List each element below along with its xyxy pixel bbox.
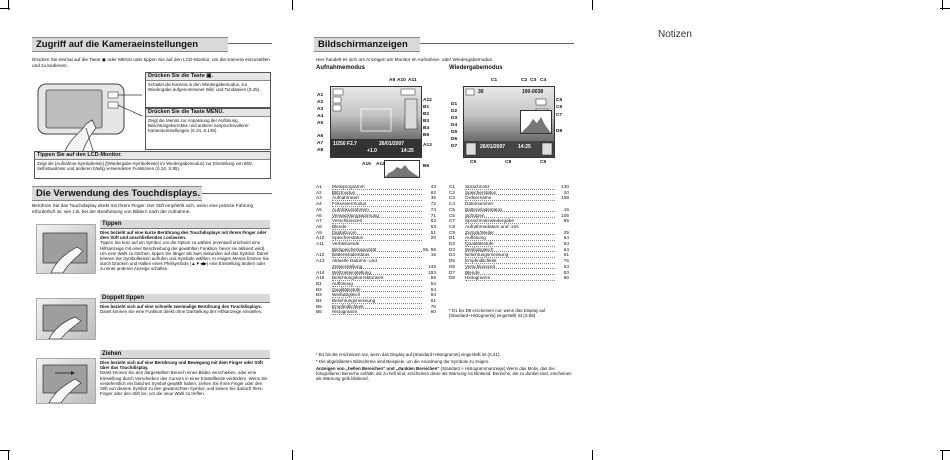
- legend-label: Auflösung: [332, 281, 422, 287]
- legend-row: [449, 275, 569, 281]
- callout-label: B6: [423, 164, 430, 169]
- legend-label: Fokussiermodus: [332, 201, 422, 207]
- crop-mark: [942, 0, 943, 10]
- callout-label: A15: [362, 162, 371, 167]
- legend-page: 20: [563, 189, 569, 195]
- legend-code: B2: [316, 286, 322, 292]
- callout-label: C8: [505, 160, 512, 165]
- legend-page: 25: [563, 229, 569, 235]
- legend-page: 20: [430, 235, 436, 241]
- section-title: Zugriff auf die Kameraeinstellungen: [36, 39, 199, 50]
- legend-label: Speicherstatus: [465, 190, 555, 196]
- legend-code: C5: [449, 206, 455, 212]
- legend-code: C3: [449, 195, 455, 201]
- legend-label: Blende: [465, 270, 555, 276]
- legend-page: 60: [563, 275, 569, 281]
- legend-code: B6: [316, 309, 322, 315]
- legend-page: 130: [561, 184, 569, 189]
- box-title: Tippen Sie auf den LCD-Monitor.: [35, 152, 270, 160]
- legend-page: 54: [563, 235, 569, 241]
- legend-page: 64: [430, 292, 436, 298]
- gesture-double-tap: [100, 294, 270, 314]
- callout-label: A9: [389, 78, 396, 83]
- note-d: * D1 bis D8 erscheinen nur, wenn das Display auf [Standard+Histogramm] eingestellt ist (S.88).: [449, 308, 546, 319]
- rec-mode-screen: [330, 86, 422, 158]
- shutter-aperture: 1/250 F2.7: [333, 141, 357, 147]
- callout-label: C4: [540, 78, 547, 83]
- legend-label: Batterieladestatus: [332, 252, 422, 258]
- legend-code: A14: [316, 269, 325, 275]
- legend-label: Weißabgleich: [465, 247, 555, 253]
- callout-label: C9: [540, 160, 547, 165]
- callout-label: D8: [556, 129, 563, 134]
- callout-label: A11: [408, 78, 417, 83]
- box-text: Schaltet die Kamera in den Wiedergabemodus, zur Wiedergabe aufgenommener Bild- und Tondateien (S.25).: [148, 82, 261, 93]
- callout-label: A8: [317, 148, 324, 153]
- crop-mark: [942, 450, 943, 460]
- legend-page: 60: [430, 309, 436, 315]
- legend-label: Motivprogramm: [332, 184, 422, 190]
- legend-page: 153: [428, 269, 436, 275]
- callout-label: B3: [423, 119, 430, 124]
- legend-page: 54: [563, 241, 569, 247]
- crop-mark: [592, 0, 593, 10]
- legend-code: C2: [449, 189, 455, 195]
- note-highlight-title: Anzeigen von „hellen Bereichen“ und „dunklen Bereichen“: [316, 366, 440, 371]
- notes-page-title: Notizen: [658, 29, 692, 40]
- gesture-heading: Tippen: [100, 220, 270, 229]
- legend-code: D1: [449, 235, 455, 241]
- section-title: Die Verwendung des Touchdisplays.: [36, 188, 201, 199]
- callout-label: C5: [556, 98, 563, 103]
- note-b: * B1 bis B6 erscheinen nur, wenn das Display auf [Standard+Histogramm] eingestellt ist (S.41).: [316, 352, 501, 357]
- legend-page: 43: [430, 184, 436, 189]
- legend-page: 61: [563, 252, 569, 258]
- gesture-text: Tippen Sie kurz auf ein Symbol, um die Option zu wählen (eventuell erscheint eine Hilfsanzeige mit einer Beschreibung der gewählten Funktion, bevor sie aktiviert wird). Um eine Wahl zu löschen, tippen Sie länger als zwei Sekunden auf das Symbol. Damit können Sie Symbolleisten aufrufen und Symbole wählen. In einigen Menüs können Sie durch Drücken und Halten eines Pfeilsymbols (▲▼◀▶) eine Einstellung ändern oder zu einer anderen Anzeige schalten.: [100, 240, 269, 272]
- callout-label: C3: [530, 78, 537, 83]
- legend-code: C1: [449, 184, 455, 189]
- legend-code: D4: [449, 252, 455, 258]
- legend-code: A8: [316, 223, 322, 229]
- legend-label: Dateinummer: [465, 201, 494, 207]
- legend-page: 72: [430, 201, 436, 207]
- callout-label: C6: [556, 105, 563, 110]
- callout-label: B5: [423, 133, 430, 138]
- note-highlight-text: (Standard + Histogrammanzeige) Wenn das Motiv, das Sie fotografieren Bereiche enthält, die zu hell sind, erscheinen diese als Warnung rot blinkend. Bereiche, die zu dunkel sind, erscheinen als Warnung gelb blinkend.: [316, 366, 572, 382]
- legend-page: 62: [430, 189, 436, 195]
- legend-code: C9: [449, 229, 455, 235]
- legend-page: 76: [563, 258, 569, 264]
- legend-page: 51: [430, 229, 436, 235]
- gesture-tap: [100, 220, 270, 272]
- legend-code: D6: [449, 263, 455, 269]
- camera-illustration: [34, 76, 144, 156]
- play-time: 14:25: [518, 144, 531, 150]
- legend-page: 53: [563, 263, 569, 269]
- intro-text: Berühren Sie das Touchdisplay direkt mit Ihrem Finger. Der Stift empfiehlt sich, wenn eine präzise Führung erforderlich ist, wie z.B. bei der Bearbeitung von Bildern nach der Aufnahme.: [32, 203, 254, 214]
- callout-label: A1: [317, 93, 324, 98]
- legend-page: 16: [430, 252, 436, 258]
- gesture-text: Damit können Sie den dargestellten Bereich eines Bildes verschieben, oder eine Einstellung durch Verschieben des Cursors in einer Einstellleiste verändern. Wenn Sie versehentlich ein falsches Symbol gewählt haben, ziehen Sie Ihren Finger oder den Stift von diesem Symbol zu den gewünschten Symbol, und lassen Sie danach Ihren Finger oder den Stift los, um die neue Wahl zu treffen.: [100, 370, 268, 397]
- legend-page: 53: [563, 269, 569, 275]
- legend-code: A9: [316, 229, 322, 235]
- legend-code: A5: [316, 206, 322, 212]
- legend-label: Verschlusszeit: [465, 264, 555, 270]
- drag-illustration: [36, 358, 96, 404]
- legend-page: 61: [430, 298, 436, 304]
- legend-code: B1: [316, 280, 322, 286]
- legend-page: 158: [561, 195, 569, 201]
- section-title: Bildschirmanzeigen: [318, 39, 408, 50]
- legend-label: Zeiteinstellung: [332, 264, 422, 270]
- folder-file-number: 100-0038: [522, 89, 544, 95]
- legend-code: A15: [316, 275, 325, 281]
- callout-label: C2: [521, 78, 528, 83]
- section-heading: [314, 37, 420, 52]
- legend-code: D7: [449, 269, 455, 275]
- legend-code: C6: [449, 212, 455, 218]
- legend-label: Belichtungsmessung: [332, 298, 422, 304]
- legend-label: Speicherstatus: [332, 235, 422, 241]
- legend-code: B3: [316, 292, 322, 298]
- legend-page: 16: [563, 206, 569, 212]
- legend-label: Batterieladestatus: [465, 207, 555, 213]
- legend-label: Blende: [332, 224, 422, 230]
- image-count: 30: [478, 89, 484, 95]
- legend-label: Histogramm: [332, 309, 422, 315]
- callout-label: B4: [423, 126, 430, 131]
- box-title: Drücken Sie die Taste ▣.: [146, 73, 270, 81]
- legend-page: 64: [563, 246, 569, 252]
- legend-code: D2: [449, 241, 455, 247]
- legend-label: Verwacklungswarnung: [332, 213, 422, 219]
- callout-label: D2: [451, 109, 458, 114]
- callout-label: A12: [423, 98, 432, 103]
- legend-code: A6: [316, 212, 322, 218]
- gesture-drag: [100, 350, 270, 396]
- callout-label: A3: [317, 107, 324, 112]
- legend-page: 59: [430, 275, 436, 281]
- info-box-menu-button: [145, 108, 271, 150]
- legend-label: Ordnername: [465, 195, 555, 201]
- info-box-play-button: [145, 72, 271, 108]
- callout-label: D4: [451, 123, 458, 128]
- callout-label: A2: [317, 100, 324, 105]
- callout-label: A5: [317, 121, 324, 126]
- legend-label: Zurück/Weiter: [465, 230, 555, 236]
- legend-label: Aktuelle Datums- und: [332, 258, 377, 264]
- legend-label: Autofokusrahmen: [332, 207, 422, 213]
- box-title: Drücken Sie die Taste MENU.: [146, 109, 270, 117]
- callout-label: B2: [423, 112, 430, 117]
- legend-code: A11: [316, 241, 324, 247]
- intro-text: Hier handelt es sich um Anzeigen am Monitor im Aufnahme- oder Wiedergabemodus.: [316, 57, 494, 62]
- double-tap-illustration: [36, 298, 96, 340]
- legend-label: Belichtungskorrekturwert: [332, 275, 422, 281]
- callout-label: B1: [423, 105, 430, 110]
- legend-label: Aufnahmedatum und -zeit: [465, 223, 519, 229]
- legend-code: A10: [316, 235, 325, 241]
- legend-label: Verschlusszeit: [332, 218, 422, 224]
- rec-date: 26/01/2007: [379, 141, 405, 147]
- legend-code: C4: [449, 201, 455, 207]
- legend-label: Verbleibende: [332, 241, 360, 247]
- callout-label: D3: [451, 116, 458, 121]
- legend-list-a: [316, 184, 436, 315]
- legend-code: D8: [449, 275, 455, 281]
- gesture-heading: Doppelt tippen: [100, 294, 270, 303]
- legend-code: C7: [449, 218, 455, 224]
- callout-label: A13: [423, 143, 432, 148]
- crop-mark: [592, 450, 593, 460]
- callout-label: D5: [451, 130, 458, 135]
- callout-label: D6: [451, 137, 458, 142]
- callout-label: A6: [317, 134, 324, 139]
- legend-label: Qualitätsstufe: [465, 241, 555, 247]
- rec-time: 14:25: [401, 148, 414, 154]
- box-text: Zeigt die [Aufnahme-Symbolleiste] ([Wiedergabe-Symbolleiste] im Wiedergabemodus) zur Einstellung von Blitz, Selbstauslöser und anderen häufig verwendeten Funktionen (S.34, S.85).: [37, 161, 254, 172]
- crop-mark: [8, 450, 9, 460]
- legend-label: Schützen: [465, 213, 555, 219]
- box-text: Zeigt die Menüs zur Anpassung der Auflösung, Belichtungskorrektur und anderer anspruchsvollerer Kameraeinstellungen (S.34, S.145).: [148, 118, 249, 134]
- rec-histogram: [384, 160, 420, 178]
- ev-value: +1.0: [367, 148, 377, 154]
- legend-label: Blitzmodus: [332, 190, 422, 196]
- play-date: 26/01/2007: [480, 144, 506, 150]
- callout-label: D1: [451, 102, 458, 107]
- legend-code: A12: [316, 252, 325, 258]
- section-heading: [32, 37, 228, 52]
- play-mode-label: Wiedergabemodus: [449, 65, 503, 71]
- legend-page: 53: [430, 218, 436, 224]
- legend-label: Aufnahmeart: [332, 195, 422, 201]
- tap-illustration: [36, 224, 96, 274]
- legend-page: 53: [430, 223, 436, 229]
- legend-code: B5: [316, 303, 322, 309]
- legend-label: Bildspeicherkapazität: [332, 247, 422, 253]
- legend-page: 55, 58: [422, 246, 436, 252]
- legend-code: A1: [316, 184, 322, 189]
- info-box-lcd-tap: [34, 151, 271, 179]
- legend-label: Qualitätsstufe: [332, 287, 422, 293]
- gesture-bold: Dies bezieht sich auf eine schnelle zweimalige Berührung des Touchdisplays.: [100, 304, 262, 309]
- legend-code: A4: [316, 201, 322, 207]
- callout-label: C7: [556, 113, 563, 118]
- legend-label: Belichtungsmessung: [465, 252, 555, 258]
- legend-page: 76: [430, 303, 436, 309]
- play-histogram: [520, 110, 552, 134]
- gesture-bold: Dies bezieht auf eine kurze Berührung des Touchdisplays mit Ihrem Finger oder dem Stift und anschließendes Loslassen.: [100, 230, 267, 241]
- legend-code: C8: [449, 223, 455, 229]
- crop-mark: [8, 0, 9, 10]
- callout-label: C1: [491, 78, 498, 83]
- legend-page: 35: [430, 195, 436, 201]
- legend-label: Sprachnotizwiedergabe: [465, 218, 555, 224]
- legend-page: 149: [428, 263, 436, 269]
- legend-code: D3: [449, 246, 455, 252]
- crop-mark: [292, 450, 293, 460]
- callout-label: D7: [451, 144, 458, 149]
- legend-list-c: [449, 184, 569, 281]
- legend-code: A13: [316, 258, 325, 264]
- callout-label: A4: [317, 114, 324, 119]
- callout-label: A10: [397, 78, 406, 83]
- crop-mark: [292, 0, 293, 10]
- legend-page: 54: [430, 280, 436, 286]
- legend-code: B4: [316, 298, 322, 304]
- callout-label: A14: [376, 162, 385, 167]
- gesture-heading: Ziehen: [100, 350, 270, 359]
- legend-label: Weltzeiteinstellung: [332, 270, 422, 276]
- legend-page: 71: [430, 212, 436, 218]
- legend-code: A7: [316, 218, 322, 224]
- legend-label: Empfindlichkeit: [332, 304, 422, 310]
- intro-text: Drücken Sie einmal auf die Taste ▣ oder MENU oder tippen Sie auf den LCD-Monitor, um die Kamera einzustellen und zu bedienen.: [32, 57, 270, 68]
- legend-label: Sprachnotiz: [465, 184, 555, 190]
- callout-label: A7: [317, 141, 324, 146]
- note-highlight: [316, 366, 574, 382]
- gesture-bold: Dies bezieht sich auf eine Berührung und Bewegung mit dem Finger oder Stift über das Touchdisplay.: [100, 360, 263, 371]
- legend-row: [316, 309, 436, 315]
- gesture-text: Damit können Sie eine Funktion direkt ohne Darstellung der Hilfsanzeige einstellen.: [100, 309, 263, 315]
- legend-page: 95: [563, 218, 569, 224]
- legend-label: Digitalzoom: [332, 230, 422, 236]
- callout-label: C9: [470, 160, 477, 165]
- section-heading: [32, 186, 202, 201]
- legend-label: Auflösung: [465, 235, 555, 241]
- legend-code: A2: [316, 189, 322, 195]
- legend-code: A3: [316, 195, 322, 201]
- legend-code: D5: [449, 258, 455, 264]
- legend-label: Empfindlichkeit: [465, 258, 555, 264]
- rec-mode-label: Aufnahmemodus: [316, 65, 366, 71]
- note-example: * Die abgebildeten Bildschirme sind Beispiele, um die Anordnung der Symbole zu zeigen.: [316, 359, 490, 364]
- legend-page: 54: [430, 286, 436, 292]
- legend-page: 105: [561, 212, 569, 218]
- legend-label: Weißabgleich: [332, 292, 422, 298]
- legend-page: 74: [430, 206, 436, 212]
- legend-label: Histogramm: [465, 275, 555, 281]
